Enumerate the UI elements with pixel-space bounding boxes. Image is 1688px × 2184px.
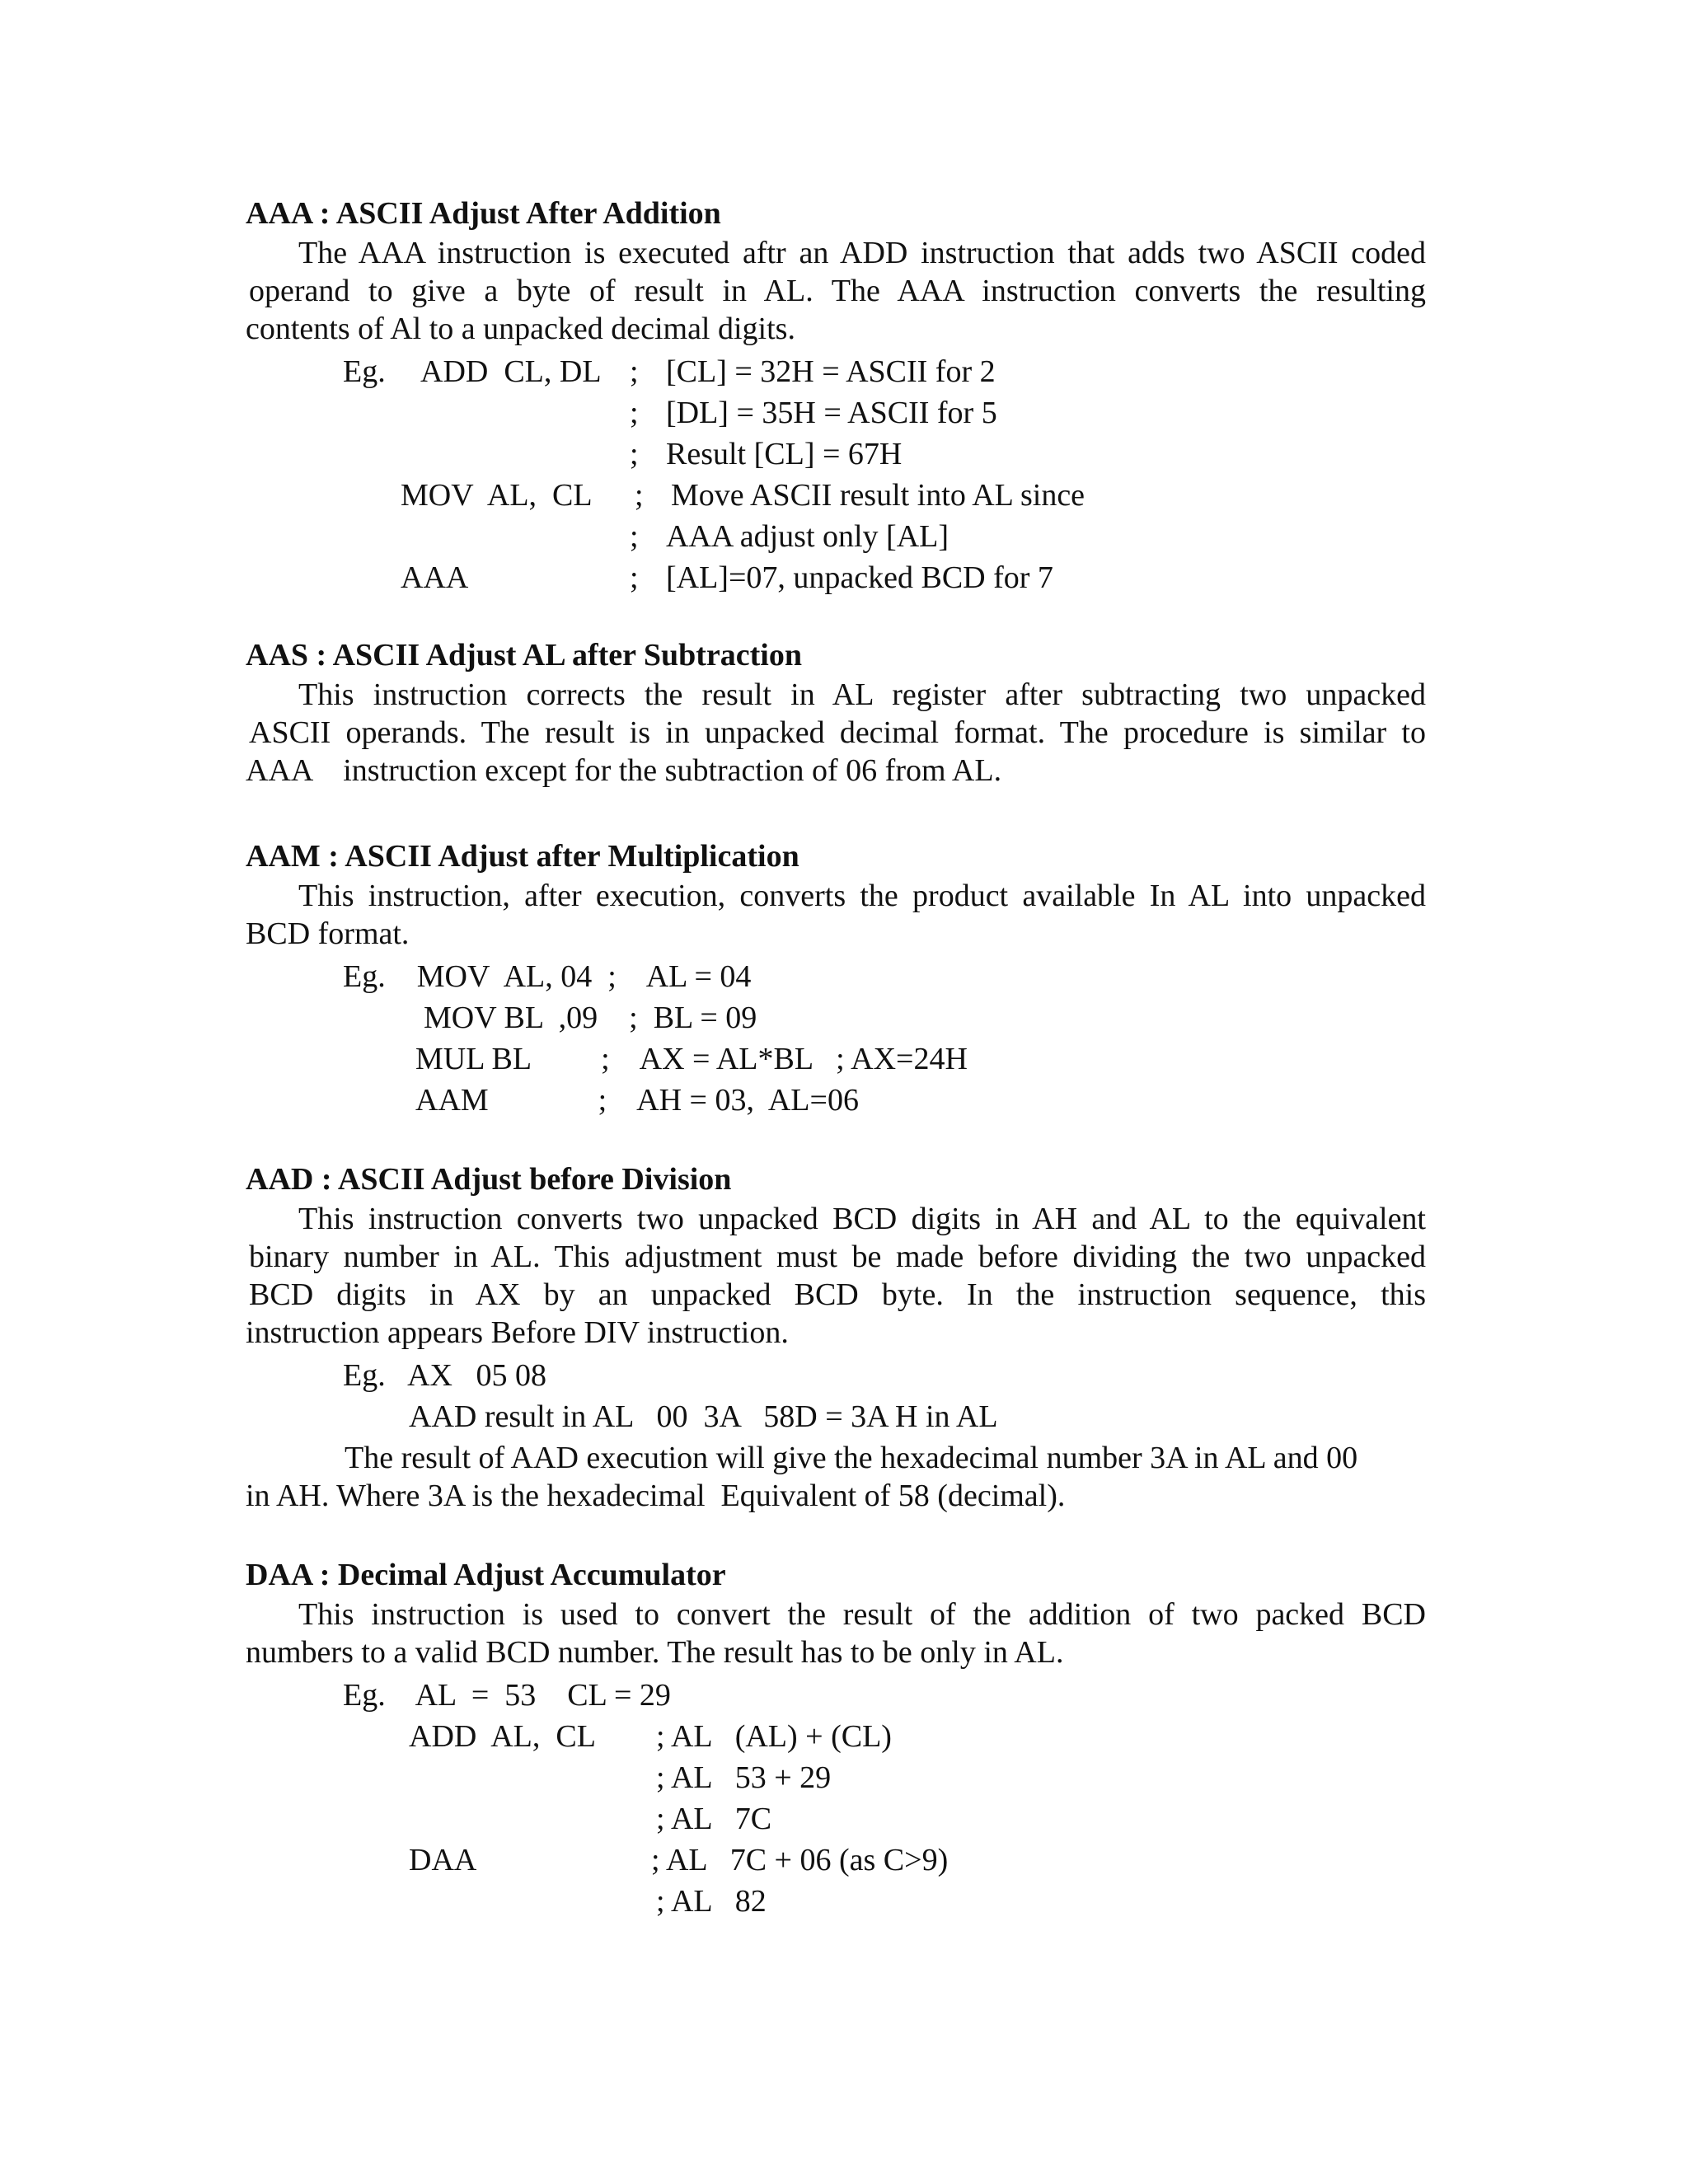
aad-para-line-1: This instruction converts two unpacked BCD digits in AH and AL to the equivalent <box>298 1202 1426 1236</box>
daa-code-1: ADD AL, CL <box>409 1719 596 1754</box>
daa-comment-2: ; AL 53 + 29 <box>656 1760 832 1795</box>
daa-comment-4: ; AL 7C + 06 (as C>9) <box>651 1843 949 1877</box>
aaa-semi-6: ; <box>630 560 639 595</box>
aad-result-line-1: The result of AAD execution will give the hexadecimal number 3A in AL and 00 <box>345 1441 1358 1475</box>
aam-example-line-1: Eg. MOV AL, 04 ; AL = 04 <box>343 959 752 994</box>
aaa-code-4: MOV AL, CL <box>401 478 593 513</box>
aam-example-line-3: MUL BL ; AX = AL*BL ; AX=24H <box>415 1042 968 1076</box>
aaa-para-line-2: operand to give a byte of result in AL. The AAA instruction converts the resulting <box>249 274 1426 308</box>
aad-para-line-3: BCD digits in AX by an unpacked BCD byte. In the instruction sequence, this <box>249 1277 1426 1312</box>
aam-example-line-2: MOV BL ,09 ; BL = 09 <box>424 1001 757 1035</box>
aad-example-line-2: AAD result in AL 00 3A 58D = 3A H in AL <box>409 1399 998 1434</box>
aaa-comment-2: [DL] = 35H = ASCII for 5 <box>666 396 997 430</box>
aaa-semi-2: ; <box>630 396 639 430</box>
aaa-para-line-3: contents of Al to a unpacked decimal digits. <box>246 312 795 346</box>
aas-para-line-3: AAA instruction except for the subtraction of 06 from AL. <box>246 753 1002 788</box>
aaa-eg-label: Eg. <box>343 354 386 389</box>
daa-comment-5: ; AL 82 <box>656 1884 767 1919</box>
aaa-comment-6: [AL]=07, unpacked BCD for 7 <box>666 560 1053 595</box>
heading-aad: AAD : ASCII Adjust before Division <box>246 1162 732 1197</box>
daa-code-4: DAA <box>409 1843 477 1877</box>
daa-para-line-1: This instruction is used to convert the result of the addition of two packed BCD <box>298 1597 1426 1632</box>
daa-para-line-2: numbers to a valid BCD number. The result has to be only in AL. <box>246 1635 1064 1670</box>
aam-para-line-1: This instruction, after execution, converts the product available In AL into unpacked <box>298 879 1426 913</box>
aad-para-line-2: binary number in AL. This adjustment must be made before dividing the two unpacked <box>249 1240 1426 1274</box>
aam-para-line-2: BCD format. <box>246 916 410 951</box>
aaa-comment-1: [CL] = 32H = ASCII for 2 <box>666 354 996 389</box>
aaa-semi-4: ; <box>635 478 644 513</box>
aaa-code-1: ADD CL, DL <box>420 354 602 389</box>
aas-para-line-1: This instruction corrects the result in AL register after subtracting two unpacked <box>298 677 1426 712</box>
heading-aas: AAS : ASCII Adjust AL after Subtraction <box>246 638 802 673</box>
aad-para-line-4: instruction appears Before DIV instruction. <box>246 1315 789 1350</box>
daa-comment-3: ; AL 7C <box>656 1802 772 1836</box>
aad-result-line-2: in AH. Where 3A is the hexadecimal Equivalent of 58 (decimal). <box>246 1479 1066 1513</box>
aaa-semi-1: ; <box>630 354 639 389</box>
aas-para-line-2: ASCII operands. The result is in unpacked decimal format. The procedure is similar to <box>249 715 1426 750</box>
aaa-para-line-1: The AAA instruction is executed aftr an ADD instruction that adds two ASCII coded <box>298 236 1426 270</box>
aad-example-line-1: Eg. AX 05 08 <box>343 1358 546 1393</box>
aaa-code-6: AAA <box>401 560 469 595</box>
heading-aaa: AAA : ASCII Adjust After Addition <box>246 196 721 231</box>
daa-comment-1: ; AL (AL) + (CL) <box>656 1719 892 1754</box>
aaa-comment-3: Result [CL] = 67H <box>666 437 903 471</box>
aam-example-line-4: AAM ; AH = 03, AL=06 <box>415 1083 859 1118</box>
heading-daa: DAA : Decimal Adjust Accumulator <box>246 1558 726 1592</box>
heading-aam: AAM : ASCII Adjust after Multiplication <box>246 839 799 874</box>
aaa-comment-5: AAA adjust only [AL] <box>666 519 950 554</box>
aaa-semi-3: ; <box>630 437 639 471</box>
daa-example-head: Eg. AL = 53 CL = 29 <box>343 1678 671 1713</box>
aaa-comment-4: Move ASCII result into AL since <box>671 478 1085 513</box>
aaa-semi-5: ; <box>630 519 639 554</box>
